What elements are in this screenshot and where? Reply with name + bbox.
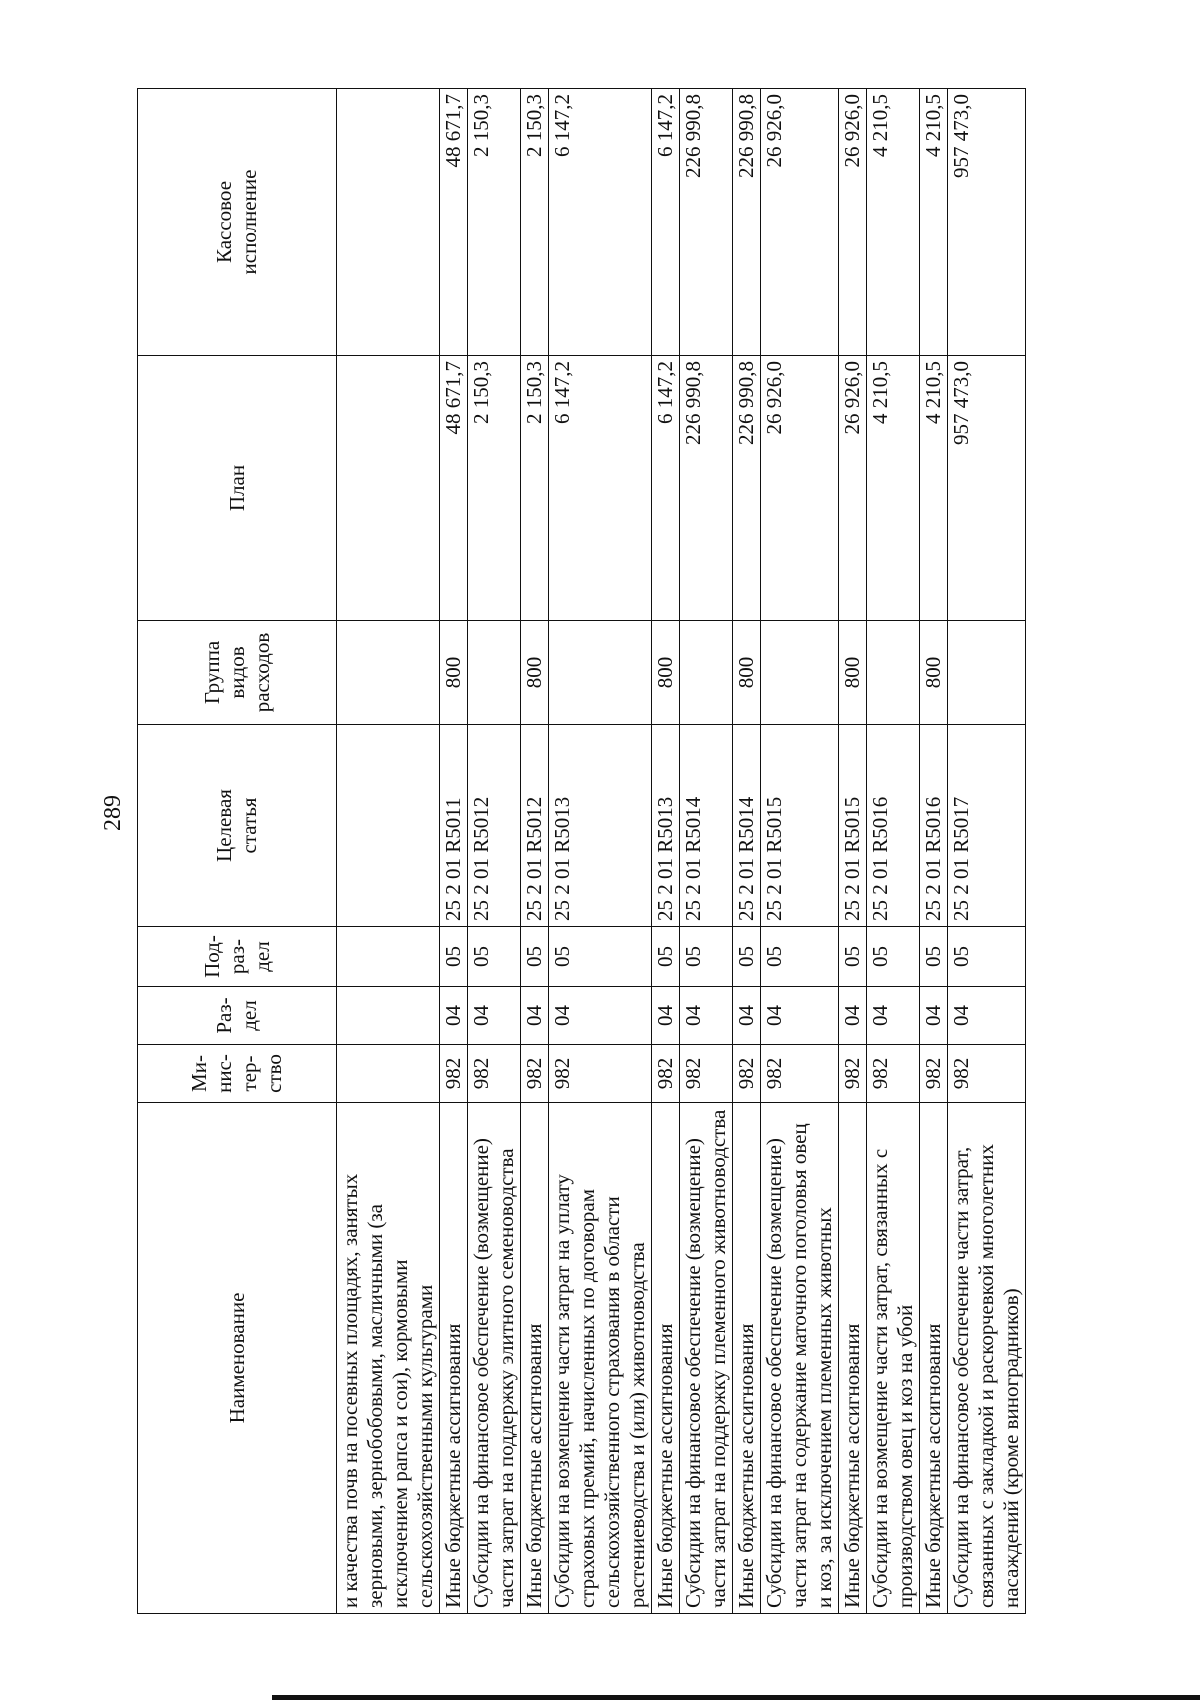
rotated-page (137, 89, 1064, 1614)
header-cash-text: Кассовое исполнение (211, 169, 261, 274)
header-group (137, 620, 336, 724)
cell-section: 04 (760, 986, 838, 1044)
cell-cash: 2 150,3 (520, 88, 548, 355)
table-row (467, 88, 520, 1613)
cell-group: 800 (838, 620, 866, 724)
cell-name: и качества почв на посевных площадях, занятых зерновыми, зернобобовыми, масличными (за исключением рапса и сои), кормовыми сельскохозяйственными культурами (336, 1102, 439, 1613)
cell-group (336, 620, 439, 724)
header-ministry-text: Ми- нис- тер- ство (186, 1053, 286, 1093)
cell-group (947, 620, 1025, 724)
cell-cash (336, 88, 439, 355)
cell-plan: 4 210,5 (919, 355, 947, 620)
header-subsection (137, 926, 336, 986)
header-target (137, 724, 336, 926)
cell-subsection: 05 (919, 926, 947, 986)
cell-ministry: 982 (439, 1044, 467, 1102)
header-section (137, 986, 336, 1044)
header-target-text: Целевая статья (211, 788, 261, 862)
cell-cash: 6 147,2 (651, 88, 679, 355)
budget-table (137, 88, 1026, 1614)
cell-target: 25 2 01 R5013 (651, 724, 679, 926)
cell-ministry: 982 (838, 1044, 866, 1102)
table-row (520, 88, 548, 1613)
cell-subsection: 05 (548, 926, 651, 986)
cell-ministry: 982 (866, 1044, 919, 1102)
table-row (919, 88, 947, 1613)
cell-group: 800 (919, 620, 947, 724)
table-row (651, 88, 679, 1613)
cell-plan: 48 671,7 (439, 355, 467, 620)
cell-section: 04 (520, 986, 548, 1044)
cell-name: Субсидии на финансовое обеспечение (возмещение) части затрат на содержание маточного поголовья овец и коз, за исключением племенных животных (760, 1102, 838, 1613)
header-ministry (137, 1044, 336, 1102)
cell-subsection: 05 (732, 926, 760, 986)
table-row (679, 88, 732, 1613)
header-cash (137, 88, 336, 355)
bottom-rule (272, 1695, 1200, 1700)
cell-subsection: 05 (947, 926, 1025, 986)
cell-target: 25 2 01 R5013 (548, 724, 651, 926)
table-row (336, 88, 439, 1613)
cell-name: Субсидии на финансовое обеспечение (возмещение) части затрат на поддержку элитного семеноводства (467, 1102, 520, 1613)
cell-cash: 26 926,0 (838, 88, 866, 355)
cell-plan: 4 210,5 (866, 355, 919, 620)
cell-name: Иные бюджетные ассигнования (732, 1102, 760, 1613)
cell-cash: 26 926,0 (760, 88, 838, 355)
cell-plan (336, 355, 439, 620)
cell-target: 25 2 01 R5014 (732, 724, 760, 926)
table-row (866, 88, 919, 1613)
cell-target: 25 2 01 R5011 (439, 724, 467, 926)
cell-plan: 6 147,2 (651, 355, 679, 620)
cell-group: 800 (732, 620, 760, 724)
cell-subsection: 05 (520, 926, 548, 986)
cell-section: 04 (679, 986, 732, 1044)
cell-target: 25 2 01 R5012 (520, 724, 548, 926)
cell-plan: 6 147,2 (548, 355, 651, 620)
table-header-row (137, 88, 336, 1613)
cell-section: 04 (467, 986, 520, 1044)
cell-group: 800 (651, 620, 679, 724)
header-group-text: Группа видов расходов (199, 632, 273, 712)
table-row (947, 88, 1025, 1613)
cell-target: 25 2 01 R5015 (838, 724, 866, 926)
table-body (336, 88, 1025, 1613)
cell-ministry: 982 (651, 1044, 679, 1102)
cell-cash: 48 671,7 (439, 88, 467, 355)
cell-cash: 226 990,8 (679, 88, 732, 355)
cell-group: 800 (520, 620, 548, 724)
header-subsection-text: Под- раз- дел (199, 934, 273, 978)
cell-subsection: 05 (866, 926, 919, 986)
cell-section (336, 986, 439, 1044)
cell-name: Субсидии на возмещение части затрат, связанных с производством овец и коз на убой (866, 1102, 919, 1613)
cell-group (760, 620, 838, 724)
cell-plan: 226 990,8 (732, 355, 760, 620)
cell-group (548, 620, 651, 724)
cell-name: Иные бюджетные ассигнования (651, 1102, 679, 1613)
cell-section: 04 (439, 986, 467, 1044)
cell-section: 04 (919, 986, 947, 1044)
cell-plan: 2 150,3 (520, 355, 548, 620)
cell-plan: 26 926,0 (760, 355, 838, 620)
cell-target: 25 2 01 R5012 (467, 724, 520, 926)
cell-subsection: 05 (439, 926, 467, 986)
table-row (760, 88, 838, 1613)
header-section-text: Раз- дел (211, 996, 261, 1034)
cell-group (866, 620, 919, 724)
cell-plan: 26 926,0 (838, 355, 866, 620)
cell-cash: 2 150,3 (467, 88, 520, 355)
table-row (439, 88, 467, 1613)
table-row (838, 88, 866, 1613)
cell-ministry: 982 (919, 1044, 947, 1102)
cell-cash: 957 473,0 (947, 88, 1025, 355)
cell-name: Иные бюджетные ассигнования (520, 1102, 548, 1613)
cell-ministry: 982 (760, 1044, 838, 1102)
cell-name: Иные бюджетные ассигнования (439, 1102, 467, 1613)
cell-target: 25 2 01 R5017 (947, 724, 1025, 926)
cell-plan: 957 473,0 (947, 355, 1025, 620)
cell-group (467, 620, 520, 724)
cell-section: 04 (866, 986, 919, 1044)
cell-plan: 2 150,3 (467, 355, 520, 620)
cell-name: Иные бюджетные ассигнования (838, 1102, 866, 1613)
header-name: Наименование (137, 1102, 336, 1613)
cell-cash: 4 210,5 (919, 88, 947, 355)
cell-name: Субсидии на финансовое обеспечение части затрат, связанных с закладкой и раскорчевкой многолетних насаждений (кроме виноградников) (947, 1102, 1025, 1613)
cell-ministry: 982 (732, 1044, 760, 1102)
table-row (732, 88, 760, 1613)
cell-ministry: 982 (548, 1044, 651, 1102)
cell-ministry: 982 (679, 1044, 732, 1102)
cell-section: 04 (838, 986, 866, 1044)
cell-name: Субсидии на возмещение части затрат на уплату страховых премий, начисленных по договорам сельскохозяйственного страхования в области растениеводства и (или) животноводства (548, 1102, 651, 1613)
cell-subsection: 05 (651, 926, 679, 986)
page-number: 289 (100, 795, 126, 831)
cell-subsection: 05 (467, 926, 520, 986)
cell-target (336, 724, 439, 926)
cell-target: 25 2 01 R5016 (919, 724, 947, 926)
cell-section: 04 (548, 986, 651, 1044)
cell-subsection: 05 (760, 926, 838, 986)
table-row (548, 88, 651, 1613)
cell-cash: 4 210,5 (866, 88, 919, 355)
cell-name: Иные бюджетные ассигнования (919, 1102, 947, 1613)
cell-subsection (336, 926, 439, 986)
cell-ministry: 982 (947, 1044, 1025, 1102)
cell-subsection: 05 (679, 926, 732, 986)
cell-subsection: 05 (838, 926, 866, 986)
cell-target: 25 2 01 R5014 (679, 724, 732, 926)
cell-cash: 226 990,8 (732, 88, 760, 355)
cell-name: Субсидии на финансовое обеспечение (возмещение) части затрат на поддержку племенного животноводства (679, 1102, 732, 1613)
cell-target: 25 2 01 R5015 (760, 724, 838, 926)
cell-plan: 226 990,8 (679, 355, 732, 620)
header-plan: План (137, 355, 336, 620)
cell-section: 04 (651, 986, 679, 1044)
cell-group: 800 (439, 620, 467, 724)
cell-ministry: 982 (467, 1044, 520, 1102)
cell-group (679, 620, 732, 724)
cell-cash: 6 147,2 (548, 88, 651, 355)
cell-section: 04 (947, 986, 1025, 1044)
cell-target: 25 2 01 R5016 (866, 724, 919, 926)
cell-ministry: 982 (520, 1044, 548, 1102)
cell-section: 04 (732, 986, 760, 1044)
cell-ministry (336, 1044, 439, 1102)
